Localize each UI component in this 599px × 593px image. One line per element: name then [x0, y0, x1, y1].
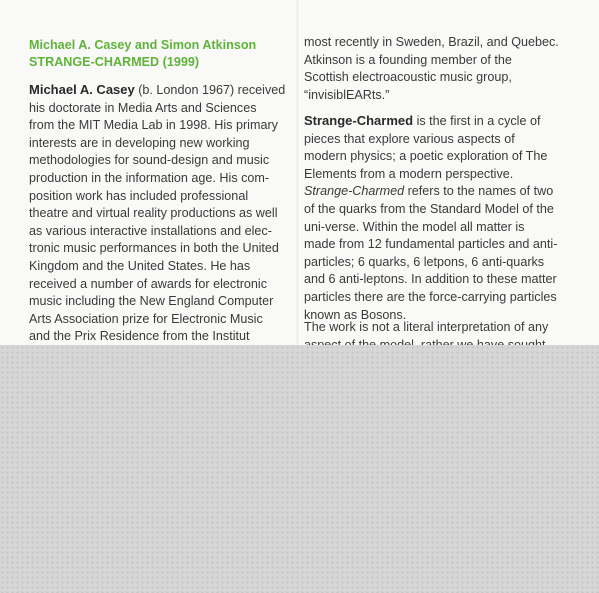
bio-line-7: theatre and virtual reality productions as well: [29, 206, 278, 221]
bio-line-6: position work has included professional: [29, 188, 249, 203]
work-first-line-text: is the first in a cycle of: [413, 114, 541, 128]
work-line-b6: known as Bosons.: [304, 307, 407, 322]
work-line-a0: pieces that explore various aspects of: [304, 131, 515, 146]
bio-line-3: interests are in developing new working: [29, 135, 250, 150]
work-line-a1: modern physics; a poetic exploration of The: [304, 149, 548, 164]
work-italic-line: [304, 183, 557, 201]
work-line-b1: uni-verse. Within the model all matter is: [304, 219, 525, 234]
bio-line-9: tronic music performances in both the United: [29, 241, 279, 256]
work-line-a2: Elements from a modern perspective.: [304, 166, 514, 181]
bio-line-13: Arts Association prize for Electronic Music: [29, 311, 263, 326]
bio-line-2: from the MIT Media Lab in 1998. His primary: [29, 118, 278, 133]
work-first-line: [304, 112, 557, 131]
bio-line-8: as various interactive installations and elec-: [29, 223, 272, 238]
work-title-bold: Strange-Charmed: [304, 113, 414, 128]
cont-line-2: Scottish electroacoustic music group,: [304, 70, 512, 85]
casey-bio-paragraph: [29, 81, 285, 381]
bio-line-12: music including the New England Computer: [29, 294, 274, 309]
work-line-b0: of the quarks from the Standard Model of the: [304, 201, 554, 216]
bio-line-0: (b. London 1967) received: [134, 83, 286, 97]
bio-line-1: his doctorate in Media Arts and Sciences: [29, 100, 257, 115]
page-fold: [296, 0, 299, 345]
last-line-0: The work is not a literal interpretation of any: [304, 320, 549, 334]
bio-line-11: received a number of awards for electronic: [29, 276, 267, 291]
bio-line-4: methodologies for sound-design and music: [29, 153, 270, 168]
atkinson-bio-continuation: [304, 34, 559, 104]
cont-line-0: most recently in Sweden, Brazil, and Quebec.: [304, 35, 559, 49]
composers-line: Michael A. Casey and Simon Atkinson: [29, 38, 257, 52]
work-line-b4: and 6 anti-leptons. In addition to these matter: [304, 272, 557, 287]
work-italic-rest: refers to the names of two: [404, 184, 554, 199]
bio-line-14: and the Prix Residence from the Institut: [29, 329, 250, 344]
work-description-paragraph: [304, 112, 557, 324]
bio-name: Michael A. Casey: [29, 82, 135, 97]
work-title-italic: Strange-Charmed: [304, 184, 405, 199]
cont-line-1: Atkinson is a founding member of the: [304, 52, 512, 67]
work-line-b5: particles there are the force-carrying particles: [304, 289, 557, 304]
work-title-year: STRANGE-CHARMED (1999): [29, 55, 200, 70]
article-heading: [29, 37, 291, 72]
cont-line-3: “invisiblEARts.”: [304, 87, 390, 102]
gray-dotted-overlay: [0, 345, 599, 593]
work-line-b2: made from 12 fundamental particles and anti-: [304, 237, 558, 252]
work-line-b3: particles; 6 quarks, 6 letpons, 6 anti-quarks: [304, 254, 545, 269]
bio-line-10: Kingdom and the United States. He has: [29, 258, 251, 273]
bio-first-line: [29, 81, 285, 100]
bio-line-5: production in the information age. His com-: [29, 170, 270, 185]
